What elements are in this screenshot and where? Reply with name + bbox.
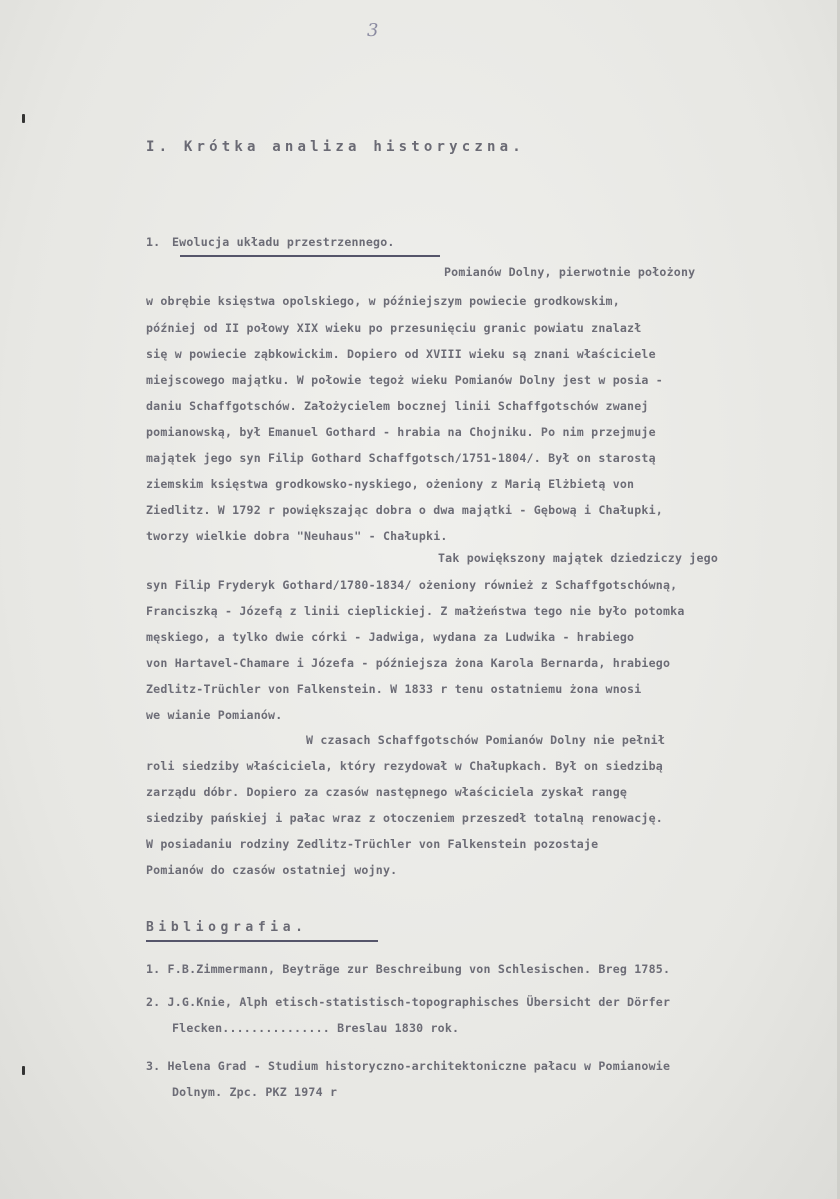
section-heading-underline xyxy=(180,255,440,257)
body-line: W czasach Schaffgotschów Pomianów Dolny nie pełnił xyxy=(306,733,666,747)
bibliography-title: Bibliografia. xyxy=(146,920,308,935)
body-line: tworzy wielkie dobra "Neuhaus" - Chałupki. xyxy=(146,529,448,543)
section-number: 1. xyxy=(146,235,161,249)
body-line: Franciszką - Józefą z linii cieplickiej. Z małżeństwa tego nie było potomka xyxy=(146,604,685,618)
body-line: Ziedlitz. W 1792 r powiększając dobra o dwa majątki - Gębową i Chałupki, xyxy=(146,503,663,517)
body-line: von Hartavel-Chamare i Józefa - późniejsza żona Karola Bernarda, hrabiego xyxy=(146,656,671,670)
bibliography-item: 2. J.G.Knie, Alph etisch-statistisch-topographisches Übersicht der Dörfer xyxy=(146,995,671,1009)
bibliography-item-continuation: Flecken............... Breslau 1830 rok. xyxy=(172,1021,460,1035)
body-line: Zedlitz-Trüchler von Falkenstein. W 1833 r tenu ostatniemu żona wnosi xyxy=(146,682,642,696)
bibliography-item: 3. Helena Grad - Studium historyczno-architektoniczne pałacu w Pomianowie xyxy=(146,1059,671,1073)
body-line: we wianie Pomianów. xyxy=(146,708,283,722)
body-line: Pomianów do czasów ostatniej wojny. xyxy=(146,863,398,877)
body-line: syn Filip Fryderyk Gothard/1780-1834/ ożeniony również z Schaffgotschówną, xyxy=(146,578,678,592)
page-number: 3 xyxy=(367,20,379,41)
bibliography-title-underline xyxy=(146,940,378,942)
body-line: Pomianów Dolny, pierwotnie położony xyxy=(444,265,696,279)
body-line: w obrębie księstwa opolskiego, w późniejszym powiecie grodkowskim, xyxy=(146,294,620,308)
document-title: I. Krótka analiza historyczna. xyxy=(146,139,525,155)
body-line: zarządu dóbr. Dopiero za czasów następnego właściciela zyskał rangę xyxy=(146,785,628,799)
body-line: się w powiecie ząbkowickim. Dopiero od XVIII wieku są znani właściciele xyxy=(146,347,656,361)
body-line: majątek jego syn Filip Gothard Schaffgotsch/1751-1804/. Był on starostą xyxy=(146,451,656,465)
bibliography-item: 1. F.B.Zimmermann, Beyträge zur Beschreibung von Schlesischen. Breg 1785. xyxy=(146,962,671,976)
section-heading: Ewolucja układu przestrzennego. xyxy=(172,235,395,249)
body-line: pomianowską, był Emanuel Gothard - hrabia na Chojniku. Po nim przejmuje xyxy=(146,425,656,439)
body-line: siedziby pańskiej i pałac wraz z otoczeniem przeszedł totalną renowację. xyxy=(146,811,663,825)
punch-mark-top xyxy=(22,114,25,123)
body-line: daniu Schaffgotschów. Założycielem bocznej linii Schaffgotschów zwanej xyxy=(146,399,649,413)
body-line: W posiadaniu rodziny Zedlitz-Trüchler von Falkenstein pozostaje xyxy=(146,837,599,851)
body-line: roli siedziby właściciela, który rezydował w Chałupkach. Był on siedzibą xyxy=(146,759,663,773)
body-line: miejscowego majątku. W połowie tegoż wieku Pomianów Dolny jest w posia - xyxy=(146,373,663,387)
body-line: Tak powiększony majątek dziedziczy jego xyxy=(438,551,719,565)
bibliography-item-continuation: Dolnym. Zpc. PKZ 1974 r xyxy=(172,1085,338,1099)
punch-mark-bottom xyxy=(22,1066,25,1075)
body-line: męskiego, a tylko dwie córki - Jadwiga, wydana za Ludwika - hrabiego xyxy=(146,630,635,644)
body-line: ziemskim księstwa grodkowsko-nyskiego, ożeniony z Marią Elżbietą von xyxy=(146,477,635,491)
body-line: później od II połowy XIX wieku po przesunięciu granic powiatu znalazł xyxy=(146,321,642,335)
